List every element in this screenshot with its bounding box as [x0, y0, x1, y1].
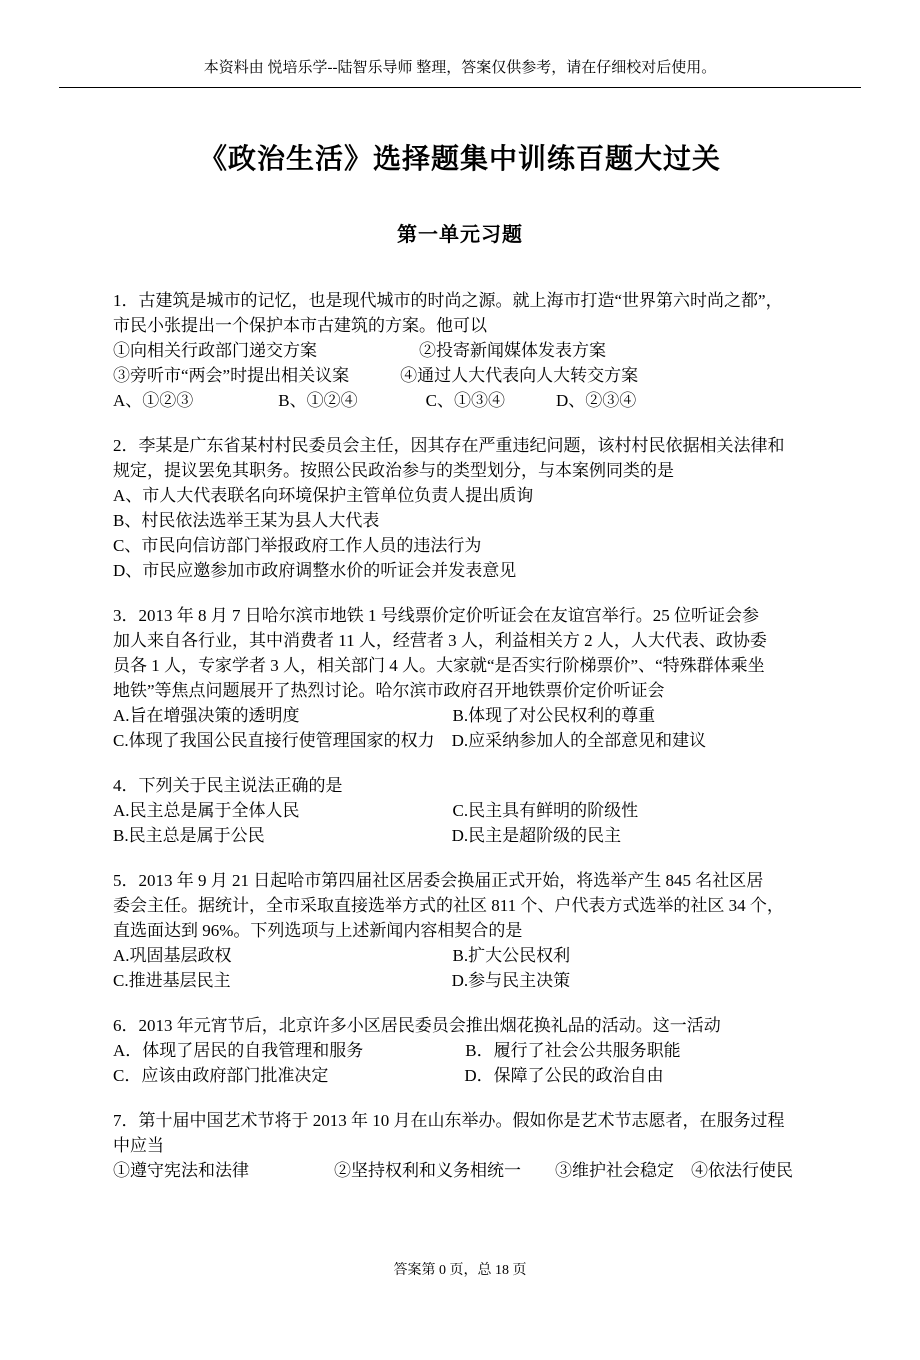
question-line: 6．2013 年元宵节后，北京许多小区居民委员会推出烟花换礼品的活动。这一活动 — [113, 1016, 721, 1035]
question-line: 直选面达到 96%。下列选项与上述新闻内容相契合的是 — [113, 921, 523, 940]
question-line: B、村民依法选举王某为县人大代表 — [113, 511, 380, 530]
question-line: A.民主总是属于全体人民 C.民主具有鲜明的阶级性 — [113, 801, 639, 820]
question-line: A、市人大代表联名向环境保护主管单位负责人提出质询 — [113, 486, 534, 505]
question-line: C.体现了我国公民直接行使管理国家的权力 D.应采纳参加人的全部意见和建议 — [113, 731, 707, 750]
question-block-5 — [113, 868, 807, 993]
question-list — [113, 288, 807, 1183]
question-line: 1．古建筑是城市的记忆，也是现代城市的时尚之源。就上海市打造“世界第六时尚之都”， — [113, 291, 783, 310]
question-line: 地铁”等焦点问题展开了热烈讨论。哈尔滨市政府召开地铁票价定价听证会 — [113, 681, 665, 700]
question-line: 市民小张提出一个保护本市古建筑的方案。他可以 — [113, 316, 487, 335]
question-line: C.推进基层民主 D.参与民主决策 — [113, 971, 571, 990]
question-line: 3．2013 年 8 月 7 日哈尔滨市地铁 1 号线票价定价听证会在友谊宫举行。25 位听证会参 — [113, 606, 759, 625]
question-line: 中应当 — [113, 1136, 164, 1155]
question-block-7 — [113, 1108, 807, 1183]
question-line: A．体现了居民的自我管理和服务 B．履行了社会公共服务职能 — [113, 1041, 681, 1060]
header-note: 本资料由 悦培乐学--陆智乐导师 整理，答案仅供参考，请在仔细校对后使用。 — [203, 60, 717, 76]
page-header — [59, 58, 861, 88]
page-footer: 答案第 0 页，总 18 页 — [393, 1263, 527, 1278]
question-line: ①向相关行政部门递交方案 ②投寄新闻媒体发表方案 — [113, 341, 606, 360]
question-line: ③旁听市“两会”时提出相关议案 ④通过人大代表向人大转交方案 — [113, 366, 639, 385]
question-line: 2．李某是广东省某村村民委员会主任，因其存在严重违纪问题，该村村民依据相关法律和 — [113, 436, 785, 455]
document-title: 《政治生活》选择题集中训练百题大过关 — [198, 143, 721, 174]
question-line: 7．第十届中国艺术节将于 2013 年 10 月在山东举办。假如你是艺术节志愿者，在服务过程 — [113, 1111, 785, 1130]
question-line: 规定，提议罢免其职务。按照公民政治参与的类型划分，与本案例同类的是 — [113, 461, 674, 480]
section-heading: 第一单元习题 — [397, 224, 523, 246]
question-line: A.巩固基层政权 B.扩大公民权利 — [113, 946, 571, 965]
question-line: 加人来自各行业，其中消费者 11 人，经营者 3 人，利益相关方 2 人，人大代表、政协委 — [113, 631, 767, 650]
question-line: 5．2013 年 9 月 21 日起哈市第四届社区居委会换届正式开始，将选举产生 845 名社区居 — [113, 871, 764, 890]
question-line: C、市民向信访部门举报政府工作人员的违法行为 — [113, 536, 482, 555]
question-block-6 — [113, 1013, 807, 1088]
question-block-4 — [113, 773, 807, 848]
question-block-1 — [113, 288, 807, 413]
question-line: 4．下列关于民主说法正确的是 — [113, 776, 343, 795]
question-line: D、市民应邀参加市政府调整水价的听证会并发表意见 — [113, 561, 517, 580]
question-line: C．应该由政府部门批准决定 D．保障了公民的政治自由 — [113, 1066, 664, 1085]
question-line: B.民主总是属于公民 D.民主是超阶级的民主 — [113, 826, 622, 845]
question-block-3 — [113, 603, 807, 753]
question-line: A、①②③ B、①②④ C、①③④ D、②③④ — [113, 391, 637, 410]
question-line: 员各 1 人，专家学者 3 人，相关部门 4 人。大家就“是否实行阶梯票价”、“特殊群体乘坐 — [113, 656, 765, 675]
question-line: 委会主任。据统计，全市采取直接选举方式的社区 811 个、户代表方式选举的社区 34 个， — [113, 896, 784, 915]
document-page — [0, 58, 920, 1360]
question-block-2 — [113, 433, 807, 583]
question-line: A.旨在增强决策的透明度 B.体现了对公民权利的尊重 — [113, 706, 656, 725]
question-line: ①遵守宪法和法律 ②坚持权利和义务相统一 ③维护社会稳定 ④依法行使民 — [113, 1161, 793, 1180]
